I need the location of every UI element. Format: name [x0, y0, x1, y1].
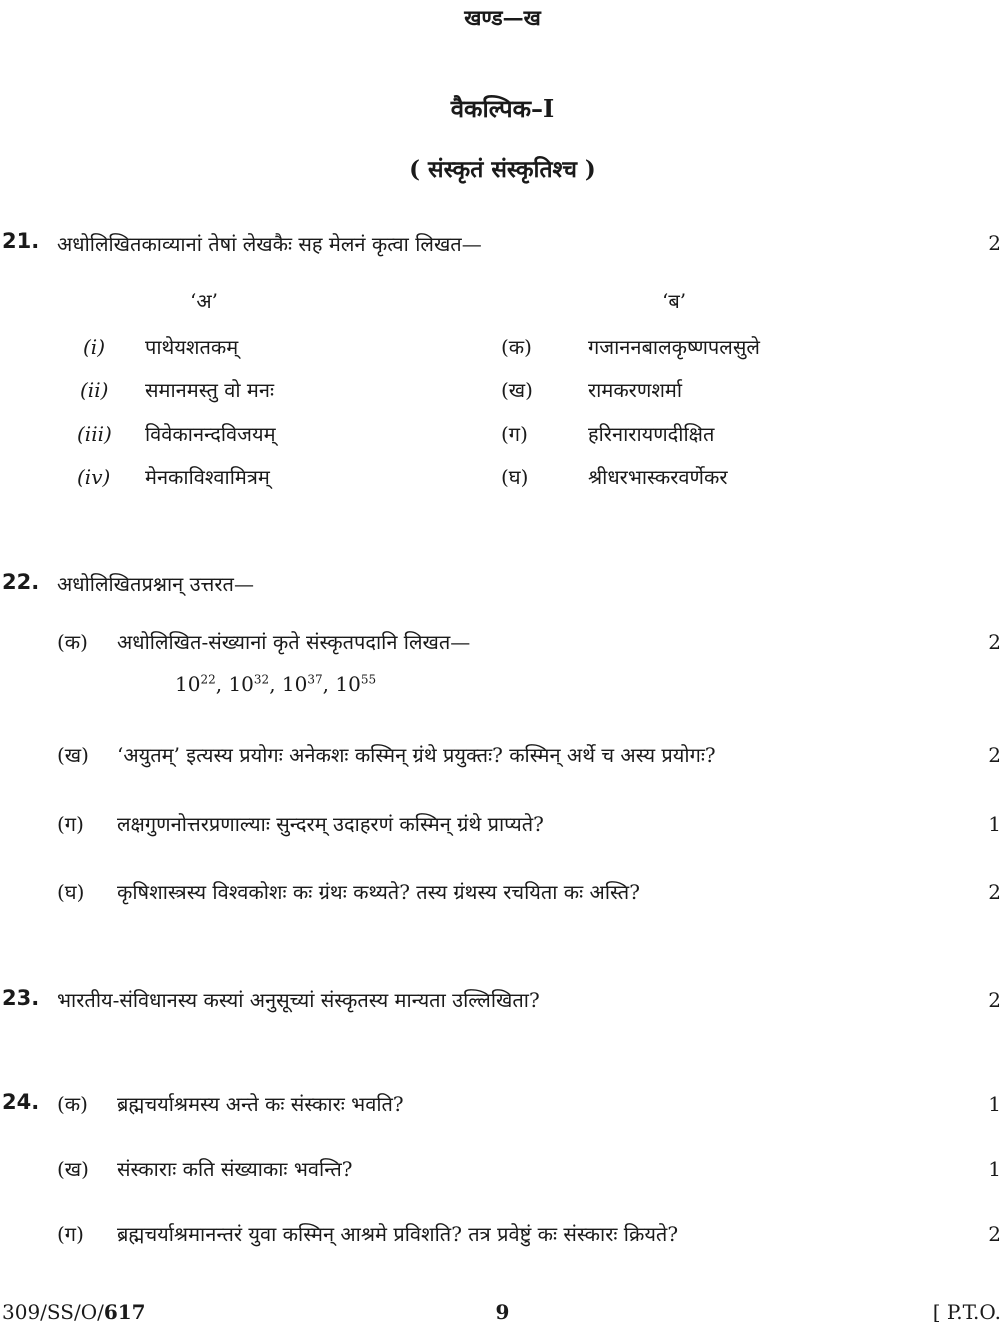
author-name: हरिनारायणदीक्षित [588, 422, 715, 446]
marks: 1 [988, 1157, 1001, 1181]
question-text: अधोलिखितप्रश्नान् उत्तरत— [57, 572, 254, 596]
question-number: 24. [2, 1090, 40, 1114]
column-b-heading: ‘ब’ [662, 289, 687, 313]
sub-question-text: ब्रह्मचर्याश्रमस्य अन्ते कः संस्कारः भवति? [117, 1092, 404, 1116]
sub-label: (ग) [57, 812, 84, 836]
question-text: भारतीय-संविधानस्य कस्यां अनुसूच्यां संस्कृतस्य मान्यता उल्लिखिता? [57, 988, 540, 1012]
sub-label: (क) [57, 630, 88, 654]
question-text: अधोलिखितकाव्यानां तेषां लेखकैः सह मेलनं कृत्वा लिखत— [57, 232, 482, 256]
pto-note: [ P.T.O. [932, 1300, 1001, 1324]
row-index: (ii) [80, 378, 109, 402]
option-label: (घ) [501, 465, 529, 489]
option-label: (क) [501, 335, 532, 359]
option-label: (ग) [501, 422, 528, 446]
marks: 2 [988, 231, 1001, 255]
sub-question-text: लक्षगुणनोत्तरप्रणाल्याः सुन्दरम् उदाहरणं कस्मिन् ग्रंथे प्राप्यते? [117, 812, 544, 836]
author-name: रामकरणशर्मा [588, 378, 683, 402]
subject-heading: ( संस्कृतं संस्कृतिश्च ) [409, 156, 596, 183]
sub-question-text: अधोलिखित-संख्यानां कृते संस्कृतपदानि लिखत— [117, 630, 471, 654]
author-name: श्रीधरभास्करवर्णेकर [588, 465, 728, 489]
sub-question-text: कृषिशास्त्रस्य विश्वकोशः कः ग्रंथः कथ्यते? तस्य ग्रंथस्य रचयिता कः अस्ति? [117, 880, 640, 904]
question-number: 23. [2, 986, 40, 1010]
paper-code: 309/SS/O/617 [2, 1300, 146, 1324]
sub-question-text: ब्रह्मचर्याश्रमानन्तरं युवा कस्मिन् आश्रमे प्रविशति? तत्र प्रवेष्टुं कः संस्कारः क्रियते? [117, 1222, 679, 1246]
poem-name: मेनकाविश्वामित्रम् [145, 465, 270, 489]
marks: 2 [988, 743, 1001, 767]
marks: 2 [988, 880, 1001, 904]
section-heading: खण्ड—ख [464, 5, 541, 30]
poem-name: विवेकानन्दविजयम् [145, 422, 276, 446]
author-name: गजाननबालकृष्णपलसुले [588, 335, 760, 359]
option-label: (ख) [501, 378, 533, 402]
page-number: 9 [495, 1300, 510, 1324]
column-a-heading: ‘अ’ [190, 289, 218, 313]
sub-question-text: ‘अयुतम्’ इत्यस्य प्रयोगः अनेकशः कस्मिन् ग्रंथे प्रयुक्तः? कस्मिन् अर्थे च अस्य प्रयोगः? [117, 743, 716, 767]
sub-question-text: संस्काराः कति संख्याकाः भवन्ति? [117, 1157, 353, 1181]
number-value: $10^{32}$, [228, 672, 282, 696]
row-index: (iv) [77, 465, 111, 489]
row-index: (iii) [77, 422, 112, 446]
sub-label: (घ) [57, 880, 85, 904]
question-number: 22. [2, 570, 40, 594]
number-list [175, 672, 376, 696]
number-value: $10^{22}$, [175, 672, 229, 696]
marks: 2 [988, 630, 1001, 654]
marks: 1 [988, 1092, 1001, 1116]
number-value: $10^{55}$ [335, 672, 377, 696]
marks: 1 [988, 812, 1001, 836]
number-value: $10^{37}$, [281, 672, 336, 696]
question-number: 21. [2, 229, 40, 253]
sub-label: (क) [57, 1092, 88, 1116]
sub-label: (ख) [57, 1157, 89, 1181]
marks: 2 [988, 988, 1001, 1012]
row-index: (i) [83, 335, 106, 359]
poem-name: पाथेयशतकम् [145, 335, 239, 359]
optional-heading: वैकल्पिक–I [450, 94, 555, 123]
poem-name: समानमस्तु वो मनः [145, 378, 275, 402]
sub-label: (ख) [57, 743, 89, 767]
marks: 2 [988, 1222, 1001, 1246]
sub-label: (ग) [57, 1222, 84, 1246]
